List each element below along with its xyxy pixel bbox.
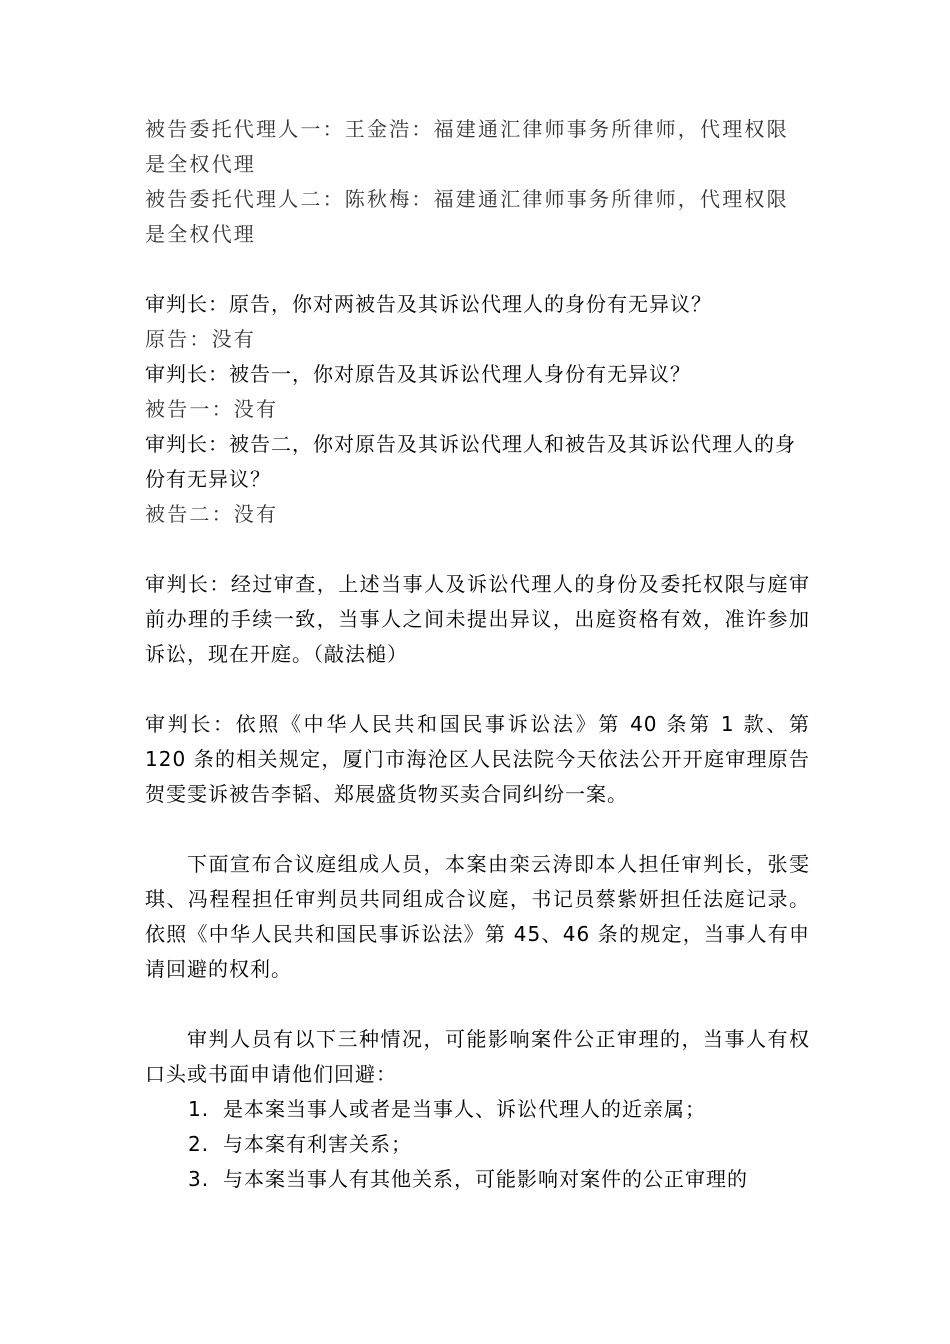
spacer (145, 532, 810, 567)
recusal-intro-paragraph: 审判人员有以下三种情况，可能影响案件公正审理的，当事人有权口头或书面申请他们回避： (145, 1027, 810, 1086)
list-item-text: 是本案当事人或者是当事人、诉讼代理人的近亲属； (223, 1097, 706, 1121)
plaintiff-reply: 原告：没有 (145, 327, 256, 351)
judge-question-plaintiff: 审判长：原告，你对两被告及其诉讼代理人的身份有无异议？ (145, 292, 712, 316)
list-item-number: 2. (188, 1132, 210, 1156)
defendant-two-reply: 被告二：没有 (145, 502, 279, 526)
list-item-text: 与本案当事人有其他关系，可能影响对案件的公正审理的 (223, 1167, 748, 1191)
list-item-text: 与本案有利害关系； (223, 1132, 412, 1156)
defendant-agent-one: 被告委托代理人一：王金浩：福建通汇律师事务所律师，代理权限是全权代理 (145, 117, 789, 176)
spacer (145, 987, 810, 1022)
judge-review-statement: 审判长：经过审查，上述当事人及诉讼代理人的身份及委托权限与庭审前办理的手续一致，当事人之间未提出异议，出庭资格有效，准许参加诉讼，现在开庭。（敲法槌） (145, 572, 810, 666)
spacer (145, 252, 810, 287)
defendant-one-reply: 被告一：没有 (145, 397, 279, 421)
spacer (145, 672, 810, 707)
spacer (145, 812, 810, 847)
list-item (145, 1127, 810, 1162)
document-body (145, 112, 810, 1197)
list-item (145, 1162, 810, 1197)
judge-question-defendant-one: 审判长：被告一，你对原告及其诉讼代理人身份有无异议？ (145, 362, 691, 386)
judge-question-defendant-two: 审判长：被告二，你对原告及其诉讼代理人和被告及其诉讼代理人的身份有无异议？ (145, 432, 796, 491)
panel-composition-paragraph: 下面宣布合议庭组成人员，本案由栾云涛即本人担任审判长，张雯琪、冯程程担任审判员共同组成合议庭，书记员蔡紫妍担任法庭记录。依照《中华人民共和国民事诉讼法》第 45、46 条的规定，当事人有申请回避的权利。 (145, 852, 810, 981)
recusal-conditions-list (145, 1092, 810, 1197)
list-item-number: 3. (188, 1167, 210, 1191)
judge-case-announcement: 审判长：依照《中华人民共和国民事诉讼法》第 40 条第 1 款、第 120 条的相关规定，厦门市海沧区人民法院今天依法公开开庭审理原告贺雯雯诉被告李韬、郑展盛货物买卖合同纠纷一案。 (145, 712, 810, 806)
defendant-agent-two: 被告委托代理人二：陈秋梅：福建通汇律师事务所律师，代理权限是全权代理 (145, 187, 789, 246)
list-item-number: 1. (188, 1097, 210, 1121)
list-item (145, 1092, 810, 1127)
